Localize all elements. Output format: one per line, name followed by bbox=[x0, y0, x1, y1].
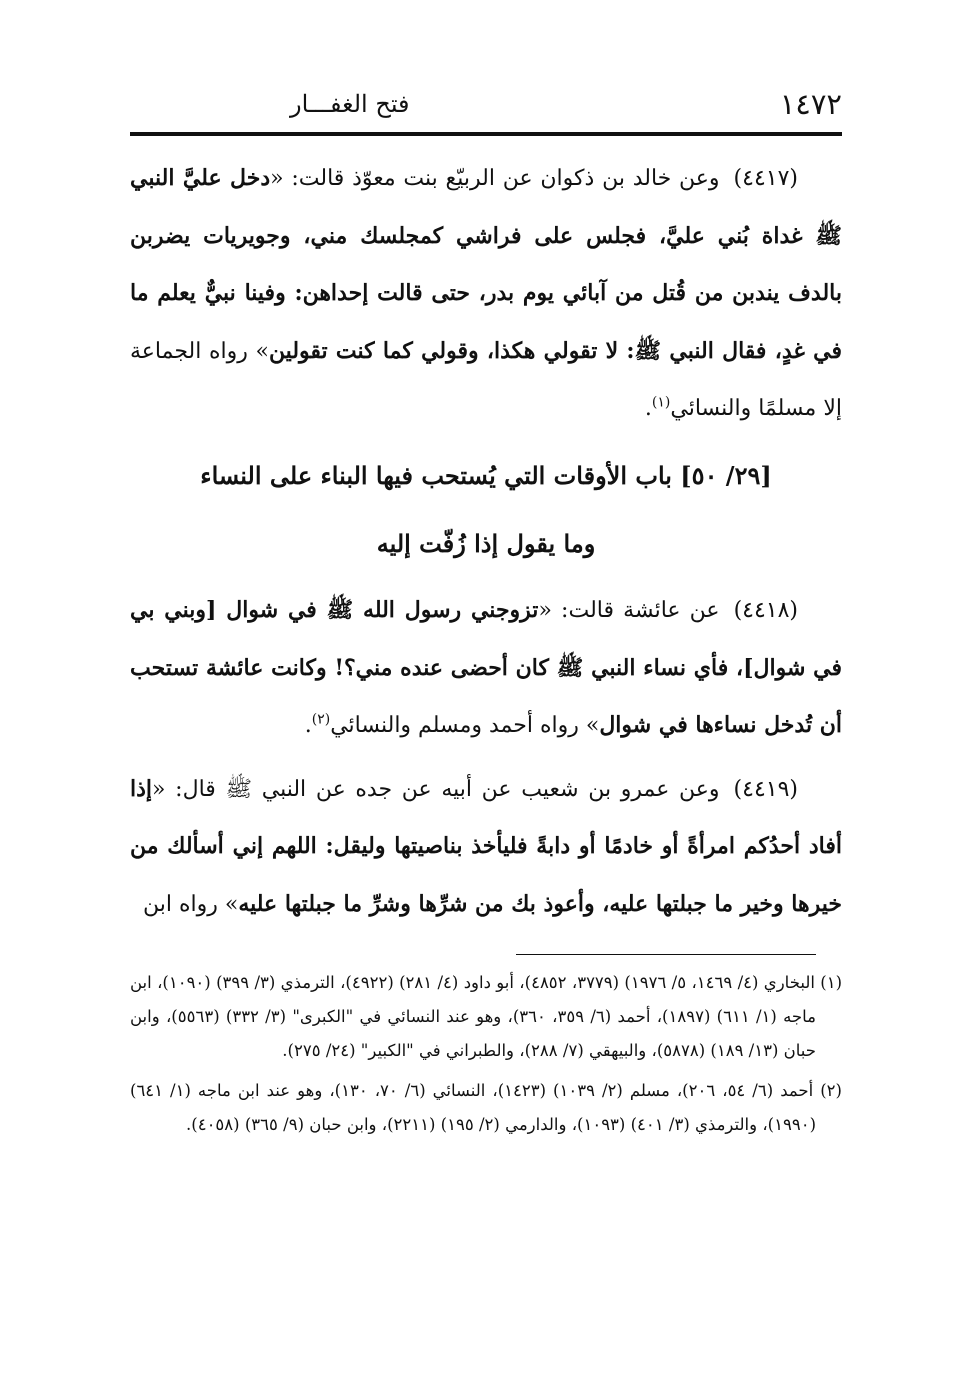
chapter-heading-line-1: [٢٩/ ٥٠] باب الأوقات التي يُستحب فيها البناء على النساء bbox=[200, 461, 772, 490]
hadith-outro: » رواه ابن bbox=[143, 891, 239, 917]
footnote-2: (٢) أحمد (٦/ ٥٤، ٢٠٦)، مسلم (٢/ ١٠٣٩) (١٤٢٣)، النسائي (٦/ ٧٠، ١٣٠)، وهو عند ابن ماجه (١/ ٦٤١) (١٩٩٠)، والترمذي (٣/ ٤٠١) (١٠٩٣)، والدارمي (٢/ ١٩٥) (٢٢١١)، وابن حبان (٩/ ٣٦٥) (٤٠٥٨). bbox=[130, 1081, 842, 1134]
hadith-intro: وعن عمرو بن شعيب عن أبيه عن جده عن النبي ﷺ قال: « bbox=[152, 776, 720, 802]
page-number: ١٤٧٢ bbox=[779, 87, 842, 121]
header-rule bbox=[130, 132, 842, 136]
footnote-ref: (١) bbox=[651, 394, 671, 411]
main-text-block-1 bbox=[130, 150, 842, 438]
chapter-heading-line-2: وما يقول إذا زُفّت إليه bbox=[376, 529, 596, 558]
hadith-matn: إذا أفاد أحدُكم امرأةً أو خادمًا أو دابةً فليأخذ بناصيتها وليقل: اللهم إني أسألك من خيرها وخير ما جبلتها عليه، وأعوذ بك من شرِّها وشرِّ ما جبلتها عليه bbox=[130, 775, 842, 917]
footnote-1: (١) البخاري (٤/ ١٤٦٩، ٥/ ١٩٧٦) (٣٧٧٩، ٤٨٥٢)، أبو داود (٤/ ٢٨١) (٤٩٢٢)، الترمذي (٣/ ٣٩٩) (١٠٩٠)، ابن ماجه (١/ ٦١١) (١٨٩٧)، أحمد (٦/ ٣٥٩، ٣٦٠)، وهو عند النسائي في "الكبرى" (٣/ ٣٣٢) (٥٥٦٣)، وابن حبان (١٣/ ١٨٩) (٥٨٧٨)، والبيهقي (٧/ ٢٨٨)، والطبراني في "الكبير" (٢٤/ ٢٧٥). bbox=[130, 973, 843, 1060]
hadith-paragraph-4417 bbox=[130, 150, 842, 438]
main-text-block-2 bbox=[130, 582, 842, 933]
running-title: فتح الغفـــار bbox=[290, 90, 410, 118]
footnotes bbox=[130, 966, 842, 1142]
hadith-number: (٤٤١٩) bbox=[733, 776, 798, 802]
hadith-intro: وعن خالد بن ذكوان عن الربيّع بنت معوّذ قالت: « bbox=[270, 166, 720, 191]
footnote-ref: (٢) bbox=[311, 711, 331, 728]
hadith-intro: عن عائشة قالت: « bbox=[538, 598, 720, 623]
hadith-outro: » رواه أحمد ومسلم والنسائي bbox=[330, 713, 600, 738]
hadith-paragraph-4418 bbox=[130, 582, 842, 755]
sentence-end: . bbox=[304, 713, 312, 738]
hadith-paragraph-4419 bbox=[130, 761, 842, 934]
hadith-number: (٤٤١٧) bbox=[733, 166, 798, 191]
footnote-separator bbox=[516, 954, 816, 955]
hadith-matn: دخل عليَّ النبي ﷺ غداة بُني عليَّ، فجلس على فراشي كمجلسك مني، وجويريات يضربن بالدف يندبن من قُتل من آبائي يوم بدر، حتى قالت إحداهن: وفينا نبيٌّ يعلم ما في غدٍ، فقال النبي ﷺ: لا تقولي هكذا، وقولي كما كنت تقولين bbox=[130, 165, 843, 364]
sentence-end: . bbox=[644, 396, 652, 421]
hadith-outro: » رواه الجماعة إلا مسلمًا والنسائي bbox=[130, 338, 842, 421]
hadith-matn: تزوجني رسول الله ﷺ في شوال [وبني بي في شوال]، فأي نساء النبي ﷺ كان أحضى عنده مني؟! وكانت عائشة تستحب أن تُدخل نساءها في شوال bbox=[130, 597, 842, 738]
page-header bbox=[130, 84, 842, 132]
hadith-number: (٤٤١٨) bbox=[733, 598, 799, 623]
